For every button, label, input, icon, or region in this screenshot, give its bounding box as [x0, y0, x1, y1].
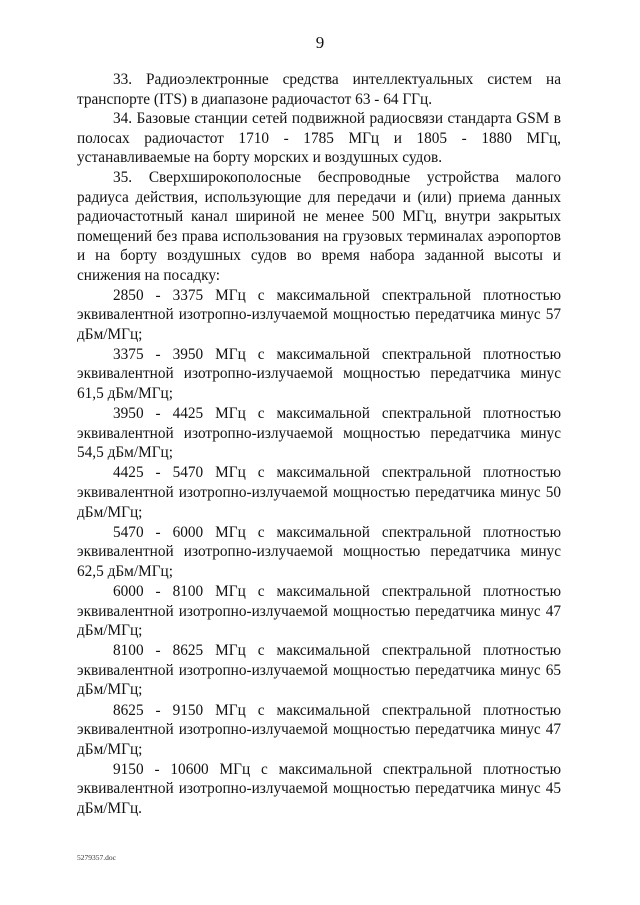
- frequency-item-3950-4425: 3950 - 4425 МГц с максимальной спектральной плотностью эквивалентной изотропно-излучаемой мощностью передатчика минус 54,5 дБм/МГц;: [77, 405, 561, 462]
- paragraph-34: 34. Базовые станции сетей подвижной радиосвязи стандарта GSM в полосах радиочастот 1710 - 1785 МГц и 1805 - 1880 МГц, устанавливаемые на борту морских и воздушных судов.: [77, 110, 561, 167]
- frequency-item-3375-3950: 3375 - 3950 МГц с максимальной спектральной плотностью эквивалентной изотропно-излучаемой мощностью передатчика минус 61,5 дБм/МГц;: [77, 345, 561, 402]
- document-body: [77, 70, 561, 819]
- document-file-name: 5279357.doc: [77, 853, 116, 862]
- frequency-item-8100-8625: 8100 - 8625 МГц с максимальной спектральной плотностью эквивалентной изотропно-излучаемой мощностью передатчика минус 65 дБм/МГц;: [77, 642, 561, 699]
- frequency-item-5470-6000: 5470 - 6000 МГц с максимальной спектральной плотностью эквивалентной изотропно-излучаемой мощностью передатчика минус 62,5 дБм/МГц;: [77, 523, 561, 580]
- page-number: 9: [315, 33, 325, 52]
- frequency-item-9150-10600: 9150 - 10600 МГц с максимальной спектральной плотностью эквивалентной изотропно-излучаемой мощностью передатчика минус 45 дБм/МГц.: [77, 760, 561, 817]
- paragraph-33: 33. Радиоэлектронные средства интеллектуальных систем на транспорте (ITS) в диапазоне радиочастот 63 - 64 ГГц.: [77, 71, 561, 108]
- frequency-list: [77, 286, 561, 819]
- frequency-item-8625-9150: 8625 - 9150 МГц с максимальной спектральной плотностью эквивалентной изотропно-излучаемой мощностью передатчика минус 47 дБм/МГц;: [77, 701, 561, 758]
- paragraph-35: 35. Сверхширокополосные беспроводные устройства малого радиуса действия, использующие для передачи и (или) приема данных радиочастотный канал шириной не менее 500 МГц, внутри закрытых помещений без права использования на грузовых терминалах аэропортов и на борту воздушных судов во время набора заданной высоты и снижения на посадку:: [77, 168, 561, 284]
- frequency-item-4425-5470: 4425 - 5470 МГц с максимальной спектральной плотностью эквивалентной изотропно-излучаемой мощностью передатчика минус 50 дБм/МГц;: [77, 464, 561, 521]
- frequency-item-2850-3375: 2850 - 3375 МГц с максимальной спектральной плотностью эквивалентной изотропно-излучаемой мощностью передатчика минус 57 дБм/МГц;: [77, 286, 561, 343]
- frequency-item-6000-8100: 6000 - 8100 МГц с максимальной спектральной плотностью эквивалентной изотропно-излучаемой мощностью передатчика минус 47 дБм/МГц;: [77, 582, 561, 640]
